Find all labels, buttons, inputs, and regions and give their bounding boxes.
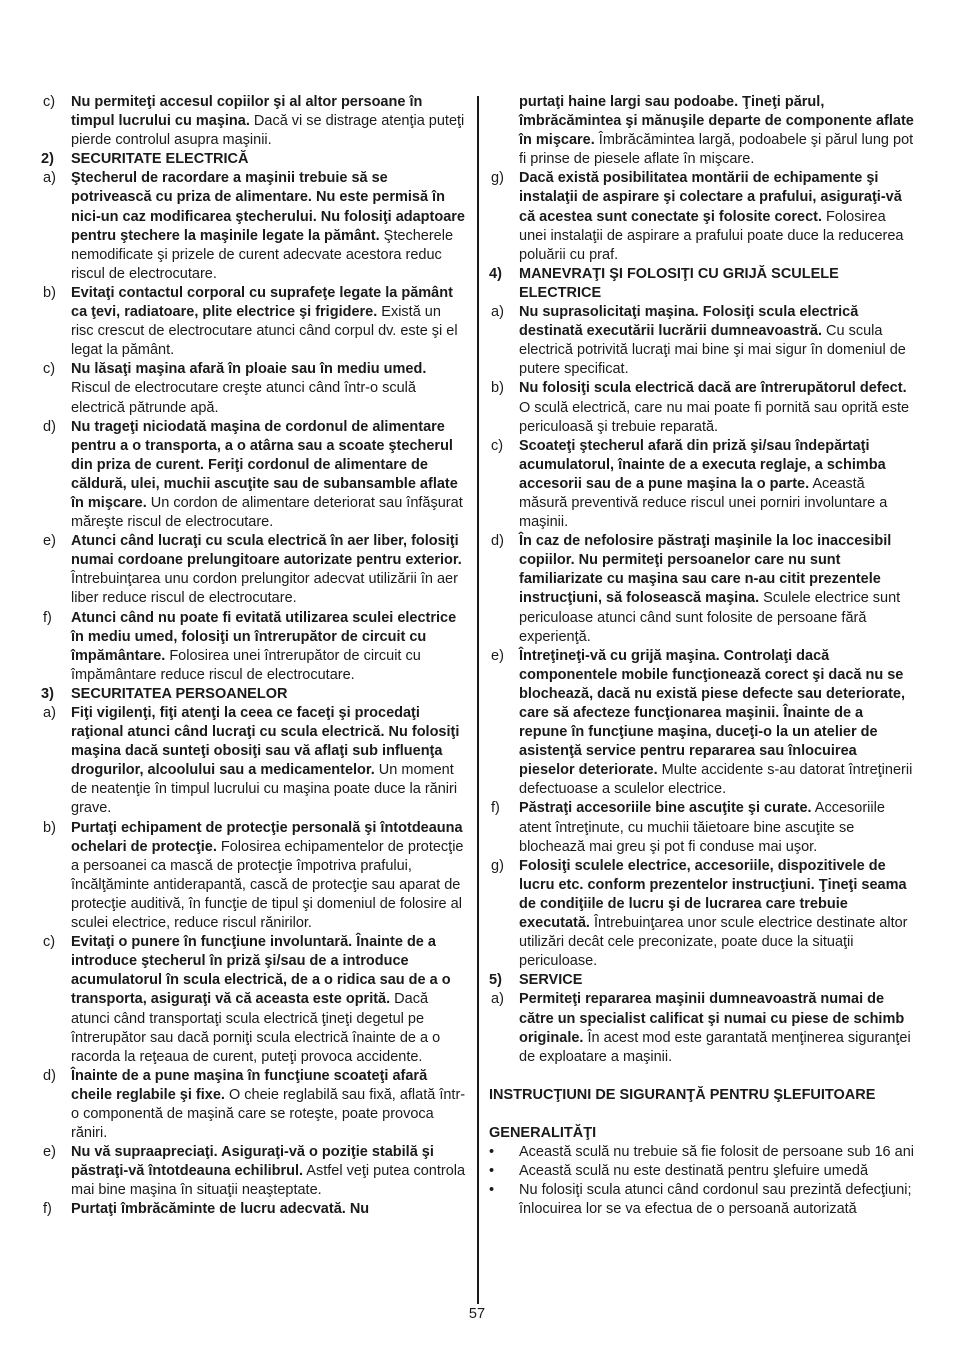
list-item: [489, 437, 914, 532]
item-text: Întrebuinţarea unor scule electrice destinate altor utilizări decât cele preconizate, poate duce la situaţii periculoase.: [519, 915, 908, 970]
item-bold-text: Fiţi vigilenţi, fiţi atenţi la ceea ce faceţi şi procedaţi raţional atunci când lucraţi cu scula electrică. Nu folosiţi maşina dacă sunteţi obosiţi sau vă aflaţi sub influenţa drogurilor, alcoolului sau a medicamentelor.: [71, 705, 460, 779]
item-marker: f): [491, 800, 500, 817]
item-marker: a): [491, 991, 504, 1008]
list-item: [41, 1200, 466, 1219]
section-title: SERVICE: [519, 972, 583, 989]
spacer: [489, 1067, 914, 1086]
item-marker: c): [43, 934, 56, 951]
column-divider: [477, 96, 479, 1304]
section-title: MANEVRAŢI ŞI FOLOSIŢI CU GRIJĂ SCULELE ELECTRICE: [519, 265, 839, 301]
item-marker: d): [43, 1067, 56, 1084]
section-number: 4): [489, 265, 502, 282]
item-bold-text: Ştecherul de racordare a maşinii trebuie să se potrivească cu priza de alimentare. Nu este permisă în nici-un caz modificarea ştecherului. Nu folosiţi adaptoare pentru ştechere la maşinile legate la pământ.: [71, 170, 465, 244]
item-text: Accesoriile atent întreţinute, cu muchii tăietoare bine ascuţite se blochează mai greu şi pot fi conduse mai uşor.: [519, 800, 885, 855]
item-marker: b): [43, 284, 56, 301]
item-text: O cheie reglabilă sau fixă, aflată într-o componentă de maşină care se roteşte, poate provoca răniri.: [71, 1086, 466, 1142]
item-marker: c): [43, 361, 56, 378]
list-item-continuation: [489, 93, 914, 169]
list-item: [41, 1067, 466, 1143]
list-item: [489, 169, 914, 264]
section-number: 5): [489, 972, 502, 989]
item-text: Folosirea unei instalaţii de aspirare a prafului poate duce la reducerea poluării cu praf.: [519, 208, 904, 263]
item-text: Riscul de electrocutare creşte atunci când într-o sculă electrică pătrunde apă.: [71, 380, 416, 416]
item-bold-text: Purtaţi îmbrăcăminte de lucru adecvată. Nu: [71, 1201, 370, 1218]
item-bold-text: Purtaţi echipament de protecţie personală şi întotdeauna ochelari de protecţie.: [71, 819, 463, 855]
item-marker: g): [491, 857, 504, 874]
item-marker: e): [43, 1144, 56, 1161]
item-marker: a): [43, 170, 56, 187]
section-number: 3): [41, 685, 54, 702]
item-marker: a): [43, 705, 56, 721]
item-text: Sculele electrice sunt periculoase atunci când sunt folosite de persoane fără experienţă.: [519, 590, 901, 645]
bullet-text: Nu folosiţi scula atunci când cordonul sau prezintă defecţiuni; înlocuirea lor se va efectua de o persoană autorizată: [519, 1182, 912, 1218]
list-item: [41, 704, 466, 819]
list-item: [41, 1143, 466, 1200]
list-item: [489, 647, 914, 800]
list-item: [41, 532, 466, 608]
item-bold-text: Nu trageţi niciodată maşina de cordonul de alimentare pentru a o transporta, a o atârna sau a scoate ştecherul din priza de curent. Feriţi cordonul de alimentare de căldură, ulei, muchii ascuţite sau de subansamble aflate în mişcare.: [71, 418, 458, 511]
item-bold-text: Permiteţi repararea maşinii dumneavoastră numai de către un specialist calificat şi numai cu piese de schimb originale.: [519, 991, 905, 1046]
section-heading: [41, 685, 466, 704]
item-marker: b): [43, 819, 56, 836]
bullet-icon: •: [489, 1182, 495, 1199]
list-item: [41, 609, 466, 685]
item-marker: f): [43, 1201, 52, 1218]
item-text: O sculă electrică, care nu mai poate fi pornită sau oprită este periculoasă şi trebuie reparată.: [519, 399, 910, 435]
list-item: [489, 857, 914, 972]
item-text: Un cordon de alimentare deteriorat sau înfăşurat măreşte riscul de electrocutare.: [71, 494, 463, 531]
list-item: [489, 532, 914, 647]
right-column: [489, 93, 914, 1220]
item-marker: c): [43, 94, 56, 110]
bullet-item: [489, 1143, 914, 1162]
item-marker: d): [491, 533, 504, 550]
item-bold-text: Păstraţi accesoriile bine ascuţite şi curate.: [519, 800, 812, 817]
item-bold-text: purtaţi haine largi sau podoabe. Ţineţi părul, îmbrăcămintea şi mănuşile departe de componente aflate în mişcare.: [519, 94, 914, 149]
section-title: SECURITATE ELECTRICĂ: [71, 151, 249, 168]
item-text: Multe accidente s-au datorat întreţinerii defectuoase a sculelor electrice.: [519, 762, 913, 798]
item-bold-text: Întreţineţi-vă cu grijă maşina. Controlaţi dacă componentele mobile funcţionează corect şi dacă nu se blochează, dacă nu există piese defecte sau deteriorate, care să afecteze funcţionarea maşinii. Înainte de a repune în funcţiune maşina, duceţi-o la un atelier de asistenţă service pentru repararea sau înlocuirea pieselor deteriorate.: [519, 647, 906, 779]
bullet-item: [489, 1181, 914, 1219]
list-item: [489, 990, 914, 1066]
item-text: Folosirea unei întrerupător de circuit cu împământare reduce riscul de electrocutare.: [71, 647, 421, 683]
item-text: Întrebuinţarea unu cordon prelungitor adecvat utilizării în aer liber reduce riscul de electrocutare.: [71, 571, 458, 607]
item-marker: b): [491, 380, 504, 397]
item-text: Ştecherele nemodificate şi prizele de curent adecvate acestora reduc riscul de electrocutare.: [71, 227, 454, 282]
item-bold-text: Evitaţi contactul corporal cu suprafeţe legate la pământ ca ţevi, radiatoare, plite electrice şi frigidere.: [71, 284, 453, 321]
bullet-item: [489, 1162, 914, 1181]
item-bold-text: Dacă există posibilitatea montării de echipamente şi instalaţii de aspirare şi colectare a prafului, asiguraţi-vă că acestea sunt conectate şi folosite corect.: [519, 170, 902, 225]
item-bold-text: Nu folosiţi scula electrică dacă are întrerupătorul defect.: [519, 380, 907, 397]
item-bold-text: Nu lăsaţi maşina afară în ploaie sau în mediu umed.: [71, 361, 427, 378]
item-bold-text: Atunci când lucraţi cu scula electrică în aer liber, folosiţi numai cordoane prelungitoare autorizate pentru exterior.: [71, 533, 462, 569]
list-item: [41, 819, 466, 934]
item-text: Dacă atunci când transportaţi scula electrică ţineţi degetul pe întrerupător sau dacă porniţi scula electrică înainte de a o racorda la reţeaua de curent, puteţi provoca accidente.: [71, 991, 441, 1065]
item-bold-text: În caz de nefolosire păstraţi maşinile la loc inaccesibil copiilor. Nu permiteţi persoanelor care nu sunt familiarizate cu maşina sau care n-au citit prezentele instrucţiuni, să folosească maşina.: [519, 533, 892, 607]
item-text: Dacă vi se distrage atenţia puteţi pierde controlul asupra maşinii.: [71, 113, 465, 149]
item-bold-text: Atunci când nu poate fi evitată utilizarea sculei electrice în mediu umed, folosiţi un întrerupător de circuit cu împământare.: [71, 609, 457, 664]
list-item: [41, 93, 466, 150]
bullet-text: Această sculă nu trebuie să fie folosit de persoane sub 16 ani: [519, 1144, 914, 1161]
section-title: SECURITATEA PERSOANELOR: [71, 685, 288, 702]
item-text: Un moment de neatenţie în timpul lucrului cu maşina poate duce la răniri grave.: [71, 762, 458, 817]
item-marker: g): [491, 170, 504, 187]
item-bold-text: Nu vă supraapreciaţi. Asiguraţi-vă o poziţie stabilă şi păstraţi-vă întotdeauna echilibrul.: [71, 1144, 434, 1180]
item-text: În acest mod este garantată menţinerea siguranţei de exploatare a maşinii.: [519, 1029, 911, 1065]
item-text: Există un risc crescut de electrocutare atunci când corpul dv. este şi el legat la pământ.: [71, 304, 458, 359]
item-marker: e): [491, 647, 504, 664]
spacer: [489, 1105, 914, 1124]
left-column: [41, 93, 466, 1220]
item-bold-text: Nu permiteţi accesul copiilor şi al altor persoane în timpul lucrului cu maşina.: [71, 94, 423, 130]
item-text: Această măsură preventivă reduce riscul unei porniri involuntare a maşinii.: [519, 475, 888, 531]
item-text: Folosirea echipamentelor de protecţie a persoanei ca mască de protecţie împotriva prafului, încălţăminte antiderapantă, cască de protecţie sau aparat de protecţie auditivă, în funcţie de tipul şi domeniul de folosire al sculei electrice, reduce riscul rănirilor.: [71, 838, 464, 932]
section-heading: [489, 971, 914, 990]
bullet-icon: •: [489, 1163, 495, 1180]
section-number: 2): [41, 151, 54, 168]
item-bold-text: Nu suprasolicitaţi maşina. Folosiţi scula electrică destinată executării lucrării dumneavoastră.: [519, 304, 859, 340]
item-text: Îmbrăcămintea largă, podoabele şi părul lung pot fi prinse de piesele aflate în mişcare.: [519, 132, 914, 168]
item-marker: e): [43, 533, 56, 550]
item-marker: c): [491, 437, 504, 454]
item-marker: a): [491, 304, 504, 321]
list-item: [41, 933, 466, 1067]
item-bold-text: Înainte de a pune maşina în funcţiune scoateţi afară cheile reglabile şi fixe.: [71, 1067, 428, 1103]
item-text: Cu scula electrică potrivită lucraţi mai bine şi mai sigur în domeniul de putere specificat.: [519, 323, 906, 378]
list-item: [489, 303, 914, 379]
section-heading: [489, 265, 914, 303]
item-marker: f): [43, 609, 52, 626]
bullet-icon: •: [489, 1144, 495, 1161]
list-item: [41, 360, 466, 417]
item-bold-text: Evitaţi o punere în funcţiune involuntară. Înainte de a introduce ştecherul în priză şi/sau de a introduce acumulatorul în scula electrică, de a o ridica sau de a o transporta, asiguraţi vă că aceasta este oprită.: [71, 934, 451, 1008]
general-heading: GENERALITĂŢI: [489, 1125, 597, 1142]
item-bold-text: Scoateţi ştecherul afară din priză şi/sau îndepărtaţi acumulatorul, înainte de a executa reglaje, a schimba accesorii sau de a pune maşina la o parte.: [519, 437, 886, 492]
section-heading: [41, 150, 466, 169]
item-text: Astfel veţi putea controla mai bine maşina în situaţii neaşteptate.: [71, 1163, 466, 1199]
list-item: [489, 799, 914, 856]
page-number: 57: [468, 1306, 486, 1322]
list-item: [41, 169, 466, 284]
list-item: [41, 284, 466, 360]
item-bold-text: Folosiţi sculele electrice, accesoriile, dispozitivele de lucru etc. conform prezentelor instrucţiuni. Ţineţi seama de condiţiile de lucru şi de lucrarea care trebuie executată.: [519, 857, 907, 932]
sanders-safety-heading: INSTRUCŢIUNI DE SIGURANŢĂ PENTRU ŞLEFUITOARE: [489, 1086, 876, 1103]
bullet-text: Această sculă nu este destinată pentru şlefuire umedă: [519, 1163, 869, 1180]
list-item: [41, 418, 466, 533]
item-marker: d): [43, 418, 56, 435]
list-item: [489, 379, 914, 436]
